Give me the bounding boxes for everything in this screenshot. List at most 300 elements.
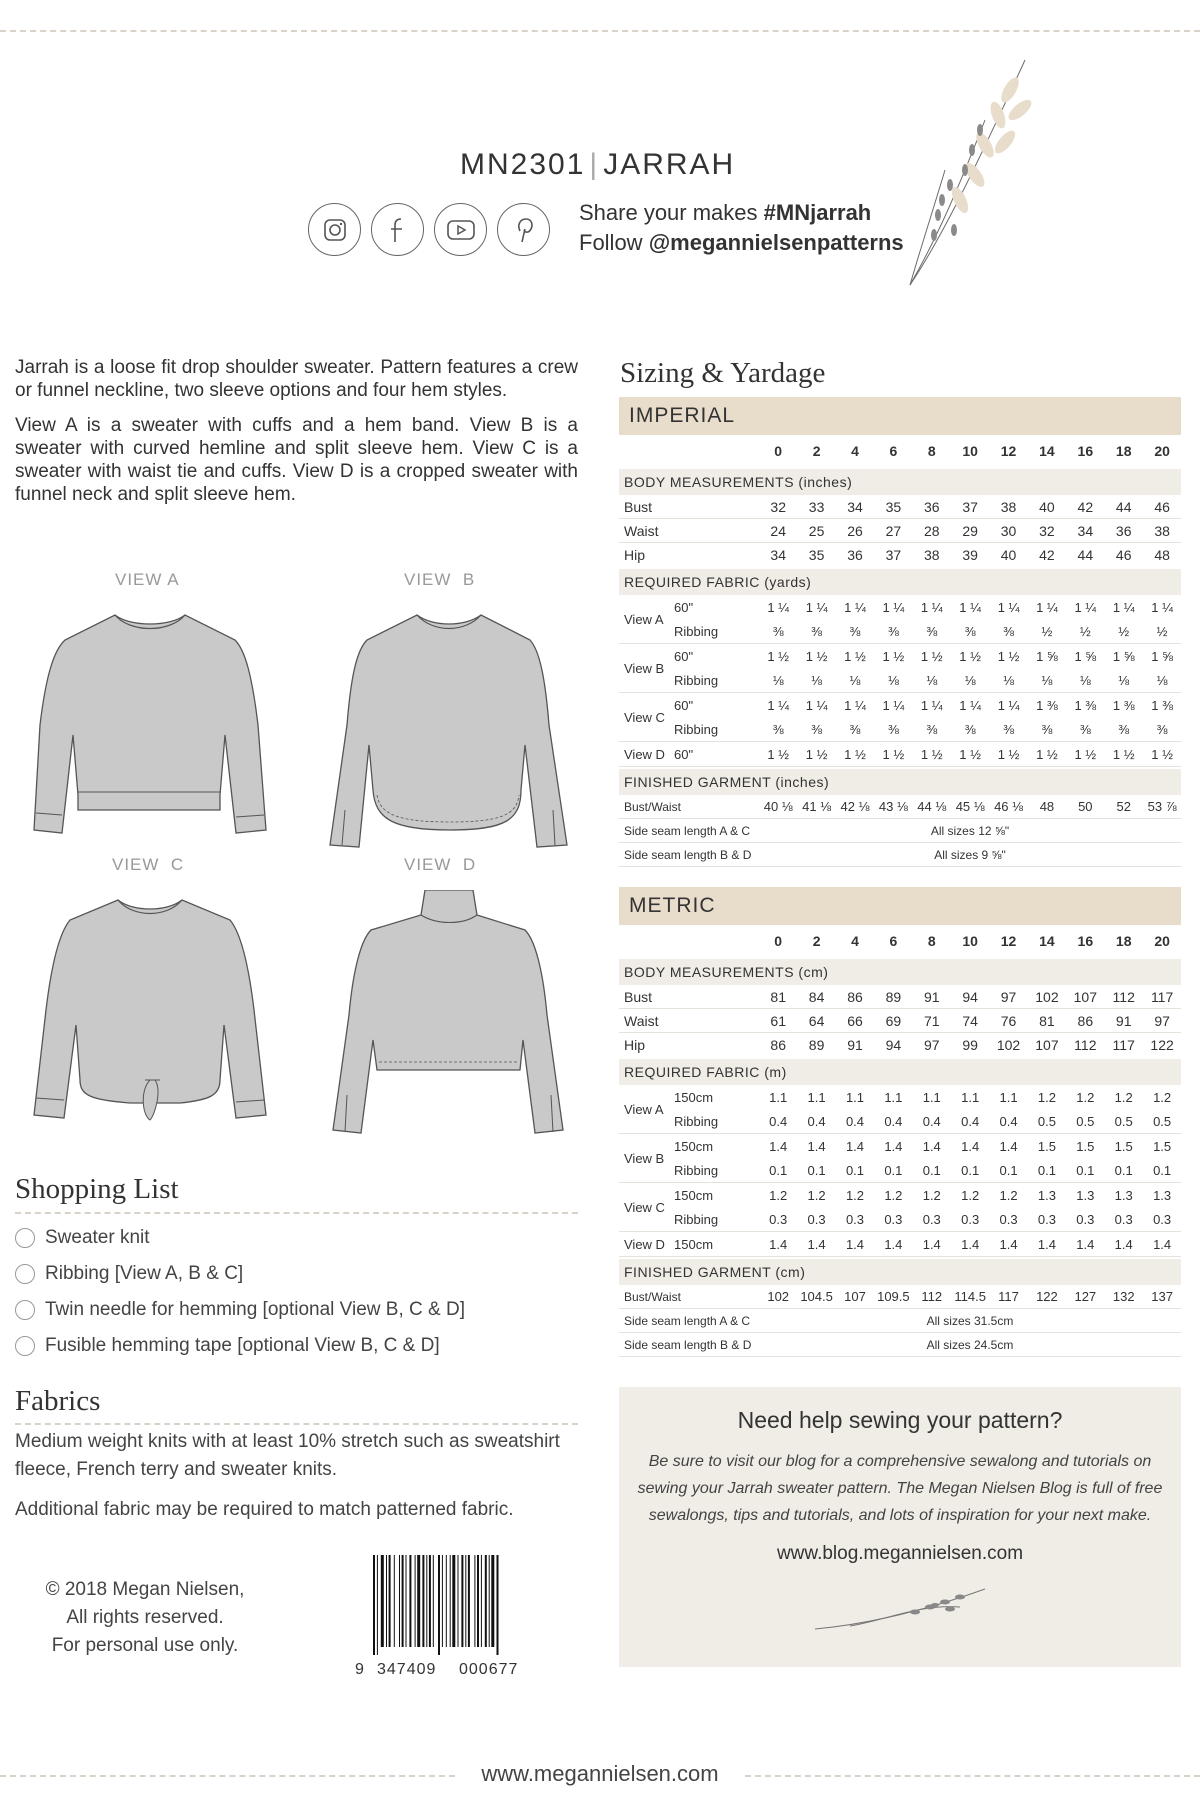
lavender-sprig-illustration xyxy=(810,1579,990,1639)
table-cell: 81 xyxy=(770,988,786,1005)
table-cell: 74 xyxy=(962,1012,978,1029)
table-cell: 117 xyxy=(1150,988,1174,1005)
table-cell: 1 ¼ xyxy=(882,599,905,615)
table-cell: 1 ½ xyxy=(1036,746,1058,762)
help-box xyxy=(619,1387,1181,1667)
barcode-bar xyxy=(417,1555,420,1647)
fabrics-text xyxy=(15,1428,595,1536)
table-cell: 0.1 xyxy=(961,1162,980,1178)
table-cell: 137 xyxy=(1151,1289,1173,1304)
share-text xyxy=(579,198,904,258)
fabric-view-rows xyxy=(674,693,1181,741)
fabric-row xyxy=(674,1109,1181,1133)
table-cell: 1.3 xyxy=(1037,1187,1056,1203)
table-cell: 2 xyxy=(812,933,821,949)
row-cells xyxy=(759,1139,1181,1154)
table-cell: ½ xyxy=(1118,623,1130,639)
fabric-row xyxy=(674,693,1181,717)
table-cell: 0.5 xyxy=(1114,1113,1133,1129)
table-cell: 6 xyxy=(889,933,898,949)
table-cell: 1 ⅝ xyxy=(1036,648,1058,664)
table-cell: 1 ¼ xyxy=(767,697,790,713)
table-cell: ⅛ xyxy=(926,672,938,688)
body-measurement-row xyxy=(619,519,1181,543)
table-cell: 1.1 xyxy=(807,1089,826,1105)
table-cell: 1 ⅝ xyxy=(1074,648,1097,664)
checkbox-icon[interactable] xyxy=(15,1264,35,1284)
table-cell: 1 ½ xyxy=(882,648,905,664)
table-cell: 1.4 xyxy=(884,1138,903,1154)
barcode-bar xyxy=(468,1555,470,1647)
table-cell: 1.4 xyxy=(999,1138,1018,1154)
table-cell: 1.4 xyxy=(807,1236,826,1252)
fabric-view-group xyxy=(619,1232,1181,1257)
table-cell: 69 xyxy=(885,1012,902,1029)
barcode-bar xyxy=(481,1555,482,1647)
table-cell: 32 xyxy=(1039,522,1055,539)
table-cell: 1 ½ xyxy=(767,746,790,762)
table-cell: 71 xyxy=(923,1012,940,1029)
table-cell: 1 ¼ xyxy=(1151,599,1173,615)
table-cell: ⅜ xyxy=(887,721,899,737)
barcode-bar xyxy=(402,1555,404,1647)
row-label: Bust/Waist xyxy=(624,799,681,814)
table-cell: 27 xyxy=(885,522,902,539)
table-cell: 1 ½ xyxy=(882,746,905,762)
fabric-view-group xyxy=(619,1183,1181,1232)
table-cell: 10 xyxy=(962,933,978,949)
view-label: View D xyxy=(624,1236,665,1252)
pinterest-icon[interactable] xyxy=(497,203,550,256)
row-cells xyxy=(759,1037,1181,1053)
table-cell: 1 ¼ xyxy=(805,697,828,713)
table-cell: 1 ¼ xyxy=(844,697,866,713)
table-cell: 35 xyxy=(808,547,825,563)
table-cell: ⅜ xyxy=(887,623,899,639)
fabric-row xyxy=(674,1085,1181,1109)
bust-waist-row xyxy=(619,1285,1181,1309)
fabric-view-group xyxy=(619,644,1181,693)
table-cell: 1 ½ xyxy=(997,746,1020,762)
fabric-row xyxy=(674,1158,1181,1182)
table-cell: 1.1 xyxy=(922,1089,941,1105)
table-cell: 1 ¼ xyxy=(997,599,1020,615)
row-label: Side seam length A & C xyxy=(624,823,751,838)
barcode-bar xyxy=(438,1555,440,1655)
description-paragraph-2: View A is a sweater with cuffs and a hem band. View B is a sweater with curved hemline and split sleeve hem. View C is a sweater with waist tie and cuffs. View D is a cropped sweater with funnel neck and split sleeve hem. xyxy=(15,415,578,505)
table-cell: 14 xyxy=(1039,443,1055,459)
fabric-view-group xyxy=(619,693,1181,742)
fabric-view-group xyxy=(619,595,1181,644)
table-cell: 107 xyxy=(844,1289,866,1304)
pattern-code: MN2301 xyxy=(460,148,586,181)
table-cell: 89 xyxy=(885,988,902,1005)
table-cell: ⅜ xyxy=(1041,721,1053,737)
table-cell: 1 ¼ xyxy=(1112,599,1135,615)
barcode-bar xyxy=(386,1555,387,1647)
table-cell: 16 xyxy=(1077,933,1094,949)
side-seam-row-bd xyxy=(619,1333,1181,1357)
table-cell: 1 ⅝ xyxy=(1112,648,1135,664)
table-cell: 1.5 xyxy=(1153,1138,1172,1154)
barcode-bar xyxy=(497,1555,499,1655)
table-cell: 1.4 xyxy=(1037,1236,1056,1252)
table-cell: 46 ⅛ xyxy=(994,799,1023,814)
table-cell: 39 xyxy=(962,547,978,563)
table-cell: 1.2 xyxy=(999,1187,1018,1203)
fabric-view-group xyxy=(619,742,1181,767)
top-divider xyxy=(0,30,1200,32)
follow-handle[interactable]: @megannielsenpatterns xyxy=(648,230,904,255)
view-label: View A xyxy=(624,1101,664,1117)
side-seam-row-ac xyxy=(619,819,1181,843)
table-cell: ⅜ xyxy=(772,721,784,737)
table-cell: 117 xyxy=(998,1289,1019,1304)
table-cell: 0.1 xyxy=(1076,1162,1095,1178)
barcode-bar xyxy=(446,1555,447,1647)
table-cell: 112 xyxy=(1074,1037,1097,1053)
row-cells xyxy=(759,547,1181,563)
table-cell: 1.2 xyxy=(1037,1089,1056,1105)
footer-url[interactable]: www.megannielsen.com xyxy=(481,1761,719,1786)
bust-waist-row xyxy=(619,795,1181,819)
row-label: Bust xyxy=(624,988,653,1005)
row-cells xyxy=(759,1289,1181,1304)
table-cell: 0.1 xyxy=(999,1162,1018,1178)
table-cell: 1 ¼ xyxy=(997,697,1020,713)
table-cell: 24 xyxy=(770,522,786,539)
table-cell: 112 xyxy=(921,1289,943,1304)
row-label: Side seam length A & C xyxy=(624,1313,751,1328)
table-cell: ⅜ xyxy=(772,623,784,639)
table-cell: 1.3 xyxy=(1114,1187,1133,1203)
barcode-bar xyxy=(406,1555,407,1647)
fabric-type-label: Ribbing xyxy=(674,623,719,639)
table-cell: 33 xyxy=(808,498,825,515)
fabric-type-label: 60" xyxy=(674,697,694,713)
table-cell: 50 xyxy=(1078,799,1093,814)
barcode-bar xyxy=(389,1555,391,1647)
table-cell: 37 xyxy=(962,498,978,515)
view-a-sweater-illustration xyxy=(30,605,270,840)
table-cell: 43 ⅛ xyxy=(878,799,908,814)
row-cells xyxy=(759,698,1181,713)
table-cell: 1 ½ xyxy=(1151,746,1173,762)
body-measurement-row xyxy=(619,1033,1181,1057)
barcode-bar xyxy=(429,1555,431,1647)
table-cell: 6 xyxy=(889,443,898,459)
table-cell: 42 ⅛ xyxy=(840,799,870,814)
table-cell: 61 xyxy=(770,1012,786,1029)
barcode-bar xyxy=(458,1555,459,1647)
share-hashtag[interactable]: #MNjarrah xyxy=(763,200,872,225)
row-cells xyxy=(759,722,1181,737)
table-cell: 1.1 xyxy=(769,1089,788,1105)
table-cell: 99 xyxy=(962,1037,978,1053)
barcode-bar xyxy=(422,1555,424,1647)
table-cell: 91 xyxy=(923,988,940,1005)
barcode-bar xyxy=(433,1555,434,1647)
table-cell: 38 xyxy=(1000,498,1017,515)
table-cell: 18 xyxy=(1115,933,1132,949)
table-cell: ⅜ xyxy=(1003,721,1014,737)
fabric-view-rows xyxy=(674,644,1181,692)
table-cell: 0.3 xyxy=(922,1211,941,1227)
checkbox-icon[interactable] xyxy=(15,1336,35,1356)
table-cell: 104.5 xyxy=(800,1289,833,1304)
table-cell: ⅜ xyxy=(964,623,976,639)
view-b-sweater-illustration xyxy=(325,605,575,855)
table-cell: 36 xyxy=(847,547,863,563)
fabric-view-rows xyxy=(674,1085,1181,1133)
table-cell: 1.4 xyxy=(807,1138,826,1154)
shopping-item[interactable]: Sweater knit xyxy=(15,1220,465,1256)
instagram-icon[interactable] xyxy=(308,203,361,256)
table-cell: 76 xyxy=(1000,1012,1017,1029)
table-cell: 42 xyxy=(1077,498,1094,515)
row-label: Waist xyxy=(624,522,659,539)
table-cell: ⅜ xyxy=(926,721,938,737)
barcode-digits-mid: 347409 xyxy=(377,1661,437,1678)
table-cell: 107 xyxy=(1035,1037,1059,1053)
table-cell: 1.1 xyxy=(999,1089,1018,1105)
table-cell: ⅜ xyxy=(811,623,822,639)
table-cell: 0.3 xyxy=(769,1211,788,1227)
table-cell: 1 ½ xyxy=(959,746,981,762)
view-c-sweater-illustration xyxy=(30,890,270,1130)
table-cell: 34 xyxy=(1077,522,1094,539)
table-cell: 1 ¼ xyxy=(805,599,828,615)
table-cell: 127 xyxy=(1074,1289,1097,1304)
shopping-list xyxy=(15,1220,465,1364)
table-cell: 1.4 xyxy=(922,1236,941,1252)
table-cell: 8 xyxy=(927,933,936,949)
row-cells xyxy=(759,499,1181,515)
row-cells xyxy=(759,933,1181,949)
fabric-type-label: Ribbing xyxy=(674,1113,719,1129)
table-cell: 0.1 xyxy=(922,1162,941,1178)
view-label: View B xyxy=(624,660,665,676)
barcode-bar xyxy=(399,1555,400,1647)
table-cell: 41 ⅛ xyxy=(802,799,832,814)
share-prefix: Share your makes xyxy=(579,200,758,225)
fabrics-paragraph-1: Medium weight knits with at least 10% stretch such as sweatshirt fleece, French terry and sweater knits. xyxy=(15,1431,560,1480)
table-cell: 94 xyxy=(885,1037,902,1053)
table-cell: 1 ¼ xyxy=(1074,599,1097,615)
fabric-view-rows xyxy=(674,1134,1181,1182)
checkbox-icon[interactable] xyxy=(15,1300,35,1320)
shopping-item[interactable]: Twin needle for hemming [optional View B, C & D] xyxy=(15,1292,465,1328)
table-cell: 1 ¼ xyxy=(920,697,943,713)
row-cells xyxy=(759,799,1181,814)
fabric-row xyxy=(674,1207,1181,1231)
table-cell: ⅜ xyxy=(1156,721,1168,737)
table-cell: 32 xyxy=(770,498,786,515)
table-cell: 4 xyxy=(851,933,859,949)
table-cell: 40 xyxy=(1039,498,1055,515)
barcode-bar xyxy=(477,1555,479,1647)
table-cell: 14 xyxy=(1039,933,1055,949)
table-cell: 1.4 xyxy=(961,1138,980,1154)
size-header-row xyxy=(619,435,1181,467)
barcode-bar xyxy=(394,1555,395,1647)
table-cell: 1 ½ xyxy=(959,648,981,664)
table-cell: 29 xyxy=(962,522,978,539)
fabric-row xyxy=(674,1232,1181,1256)
table-cell: 0.1 xyxy=(1153,1162,1172,1178)
pattern-title: MN2301 | JARRAH xyxy=(460,148,736,181)
table-cell: 1.1 xyxy=(884,1089,903,1105)
table-cell: 1 ⅜ xyxy=(1151,697,1173,713)
table-cell: 0.3 xyxy=(999,1211,1018,1227)
checkbox-icon[interactable] xyxy=(15,1228,35,1248)
fabric-type-label: Ribbing xyxy=(674,721,719,737)
finished-garment-title: FINISHED GARMENT (inches) xyxy=(619,769,1181,795)
table-cell: 0.4 xyxy=(961,1113,980,1129)
barcode-bar xyxy=(450,1555,451,1647)
sizing-title: Sizing & Yardage xyxy=(620,357,826,389)
table-cell: 8 xyxy=(927,443,936,459)
table-cell: ⅜ xyxy=(1079,721,1091,737)
help-title: Need help sewing your pattern? xyxy=(737,1407,1063,1433)
table-cell: 0.4 xyxy=(807,1113,826,1129)
table-cell: 91 xyxy=(847,1037,863,1053)
table-cell: 1.3 xyxy=(1153,1187,1172,1203)
table-cell: 37 xyxy=(885,547,902,563)
table-cell: 1.1 xyxy=(961,1089,980,1105)
table-band-metric: METRIC xyxy=(619,887,1181,925)
barcode-bar xyxy=(489,1555,490,1647)
barcode xyxy=(355,1555,545,1679)
table-cell: 1 ½ xyxy=(844,648,866,664)
table-cell: 0.3 xyxy=(1037,1211,1056,1227)
fabric-type-label: 60" xyxy=(674,746,694,762)
table-cell: 1.2 xyxy=(1153,1089,1172,1105)
table-cell: 1 ⅜ xyxy=(1074,697,1097,713)
copyright: © 2018 Megan Nielsen, All rights reserved. For personal use only. xyxy=(45,1579,245,1656)
table-band-imperial: IMPERIAL xyxy=(619,397,1181,435)
table-cell: 1.5 xyxy=(1037,1138,1056,1154)
finished-garment-title: FINISHED GARMENT (cm) xyxy=(619,1259,1181,1285)
table-cell: 44 xyxy=(1077,547,1094,563)
table-cell: 0 xyxy=(774,933,783,949)
facebook-icon[interactable] xyxy=(371,203,424,256)
row-label: Waist xyxy=(624,1012,659,1029)
view-label: View A xyxy=(624,611,664,627)
fabric-view-rows xyxy=(674,1232,1181,1256)
table-cell: 107 xyxy=(1073,988,1097,1005)
table-cell: 1 ¼ xyxy=(882,697,905,713)
shopping-divider xyxy=(15,1212,578,1214)
barcode-bar xyxy=(474,1555,475,1647)
table-cell: ⅜ xyxy=(849,721,861,737)
pattern-description xyxy=(15,356,578,518)
table-cell: 1.2 xyxy=(961,1187,980,1203)
row-label: Bust xyxy=(624,498,653,515)
view-label: View C xyxy=(624,1199,665,1215)
barcode-bar xyxy=(491,1555,494,1647)
size-header-row xyxy=(619,925,1181,957)
social-icons xyxy=(308,203,550,256)
table-cell: 0.5 xyxy=(1037,1113,1056,1129)
table-cell: 114.5 xyxy=(954,1289,986,1304)
table-cell: ⅛ xyxy=(849,672,861,688)
shopping-item[interactable]: Fusible hemming tape [optional View B, C & D] xyxy=(15,1328,465,1364)
body-measurements-title: BODY MEASUREMENTS (inches) xyxy=(619,469,1181,495)
row-cells xyxy=(759,600,1181,615)
table-cell: 0.1 xyxy=(807,1162,826,1178)
table-cell: 42 xyxy=(1039,547,1055,563)
barcode-bar xyxy=(452,1555,455,1647)
table-cell: 40 ⅛ xyxy=(763,799,793,814)
view-label: View D xyxy=(624,746,665,762)
row-cells xyxy=(759,1212,1181,1227)
table-cell: 1 ½ xyxy=(767,648,790,664)
table-cell: 1 ⅜ xyxy=(1112,697,1135,713)
table-cell: 132 xyxy=(1112,1289,1135,1304)
table-cell: 122 xyxy=(1036,1289,1058,1304)
table-cell: 0.4 xyxy=(922,1113,941,1129)
table-cell: 97 xyxy=(1154,1012,1170,1029)
table-cell: 2 xyxy=(812,443,821,459)
table-cell: 97 xyxy=(923,1037,940,1053)
row-label: Side seam length B & D xyxy=(624,847,752,862)
barcode-digit-left: 9 xyxy=(355,1661,365,1678)
fabric-type-label: Ribbing xyxy=(674,1211,719,1227)
table-cell: 1 ½ xyxy=(1074,746,1097,762)
barcode-bars xyxy=(355,1555,545,1660)
side-seam-row-bd xyxy=(619,843,1181,867)
row-cells xyxy=(759,989,1181,1005)
fabric-view-rows xyxy=(674,1183,1181,1231)
pattern-name: JARRAH xyxy=(603,148,736,181)
table-cell: 0.1 xyxy=(1037,1162,1056,1178)
table-cell: ⅜ xyxy=(964,721,976,737)
barcode-bar xyxy=(373,1555,375,1655)
youtube-icon[interactable] xyxy=(434,203,487,256)
row-cells xyxy=(759,1163,1181,1178)
table-cell: 1 ½ xyxy=(920,648,943,664)
help-url[interactable]: www.blog.megannielsen.com xyxy=(776,1543,1024,1564)
body-measurement-row xyxy=(619,543,1181,567)
table-cell: 26 xyxy=(847,522,863,539)
row-label: Hip xyxy=(624,547,646,563)
table-cell: 1 ⅜ xyxy=(1036,697,1058,713)
row-cells xyxy=(759,1237,1181,1252)
table-cell: 1 ¼ xyxy=(959,697,981,713)
table-cell: 38 xyxy=(1154,522,1170,539)
table-cell: 1 ¼ xyxy=(920,599,943,615)
table-cell: 1 ½ xyxy=(844,746,866,762)
table-cell: 1 ½ xyxy=(1112,746,1135,762)
fabrics-title: Fabrics xyxy=(15,1385,101,1417)
table-cell: 30 xyxy=(1000,522,1017,539)
fabric-row xyxy=(674,742,1181,766)
fabric-row xyxy=(674,619,1181,643)
table-cell: ⅛ xyxy=(1003,672,1014,688)
barcode-bar xyxy=(415,1555,416,1647)
row-cells xyxy=(759,649,1181,664)
table-cell: ⅛ xyxy=(772,672,784,688)
table-cell: 20 xyxy=(1154,933,1170,949)
shopping-item[interactable]: Ribbing [View A, B & C] xyxy=(15,1256,465,1292)
fabric-row xyxy=(674,1183,1181,1207)
table-cell: 94 xyxy=(962,988,978,1005)
barcode-bar xyxy=(381,1555,384,1647)
table-cell: 1.2 xyxy=(807,1187,826,1203)
table-cell: 1 ½ xyxy=(920,746,943,762)
table-cell: 48 xyxy=(1154,547,1170,563)
